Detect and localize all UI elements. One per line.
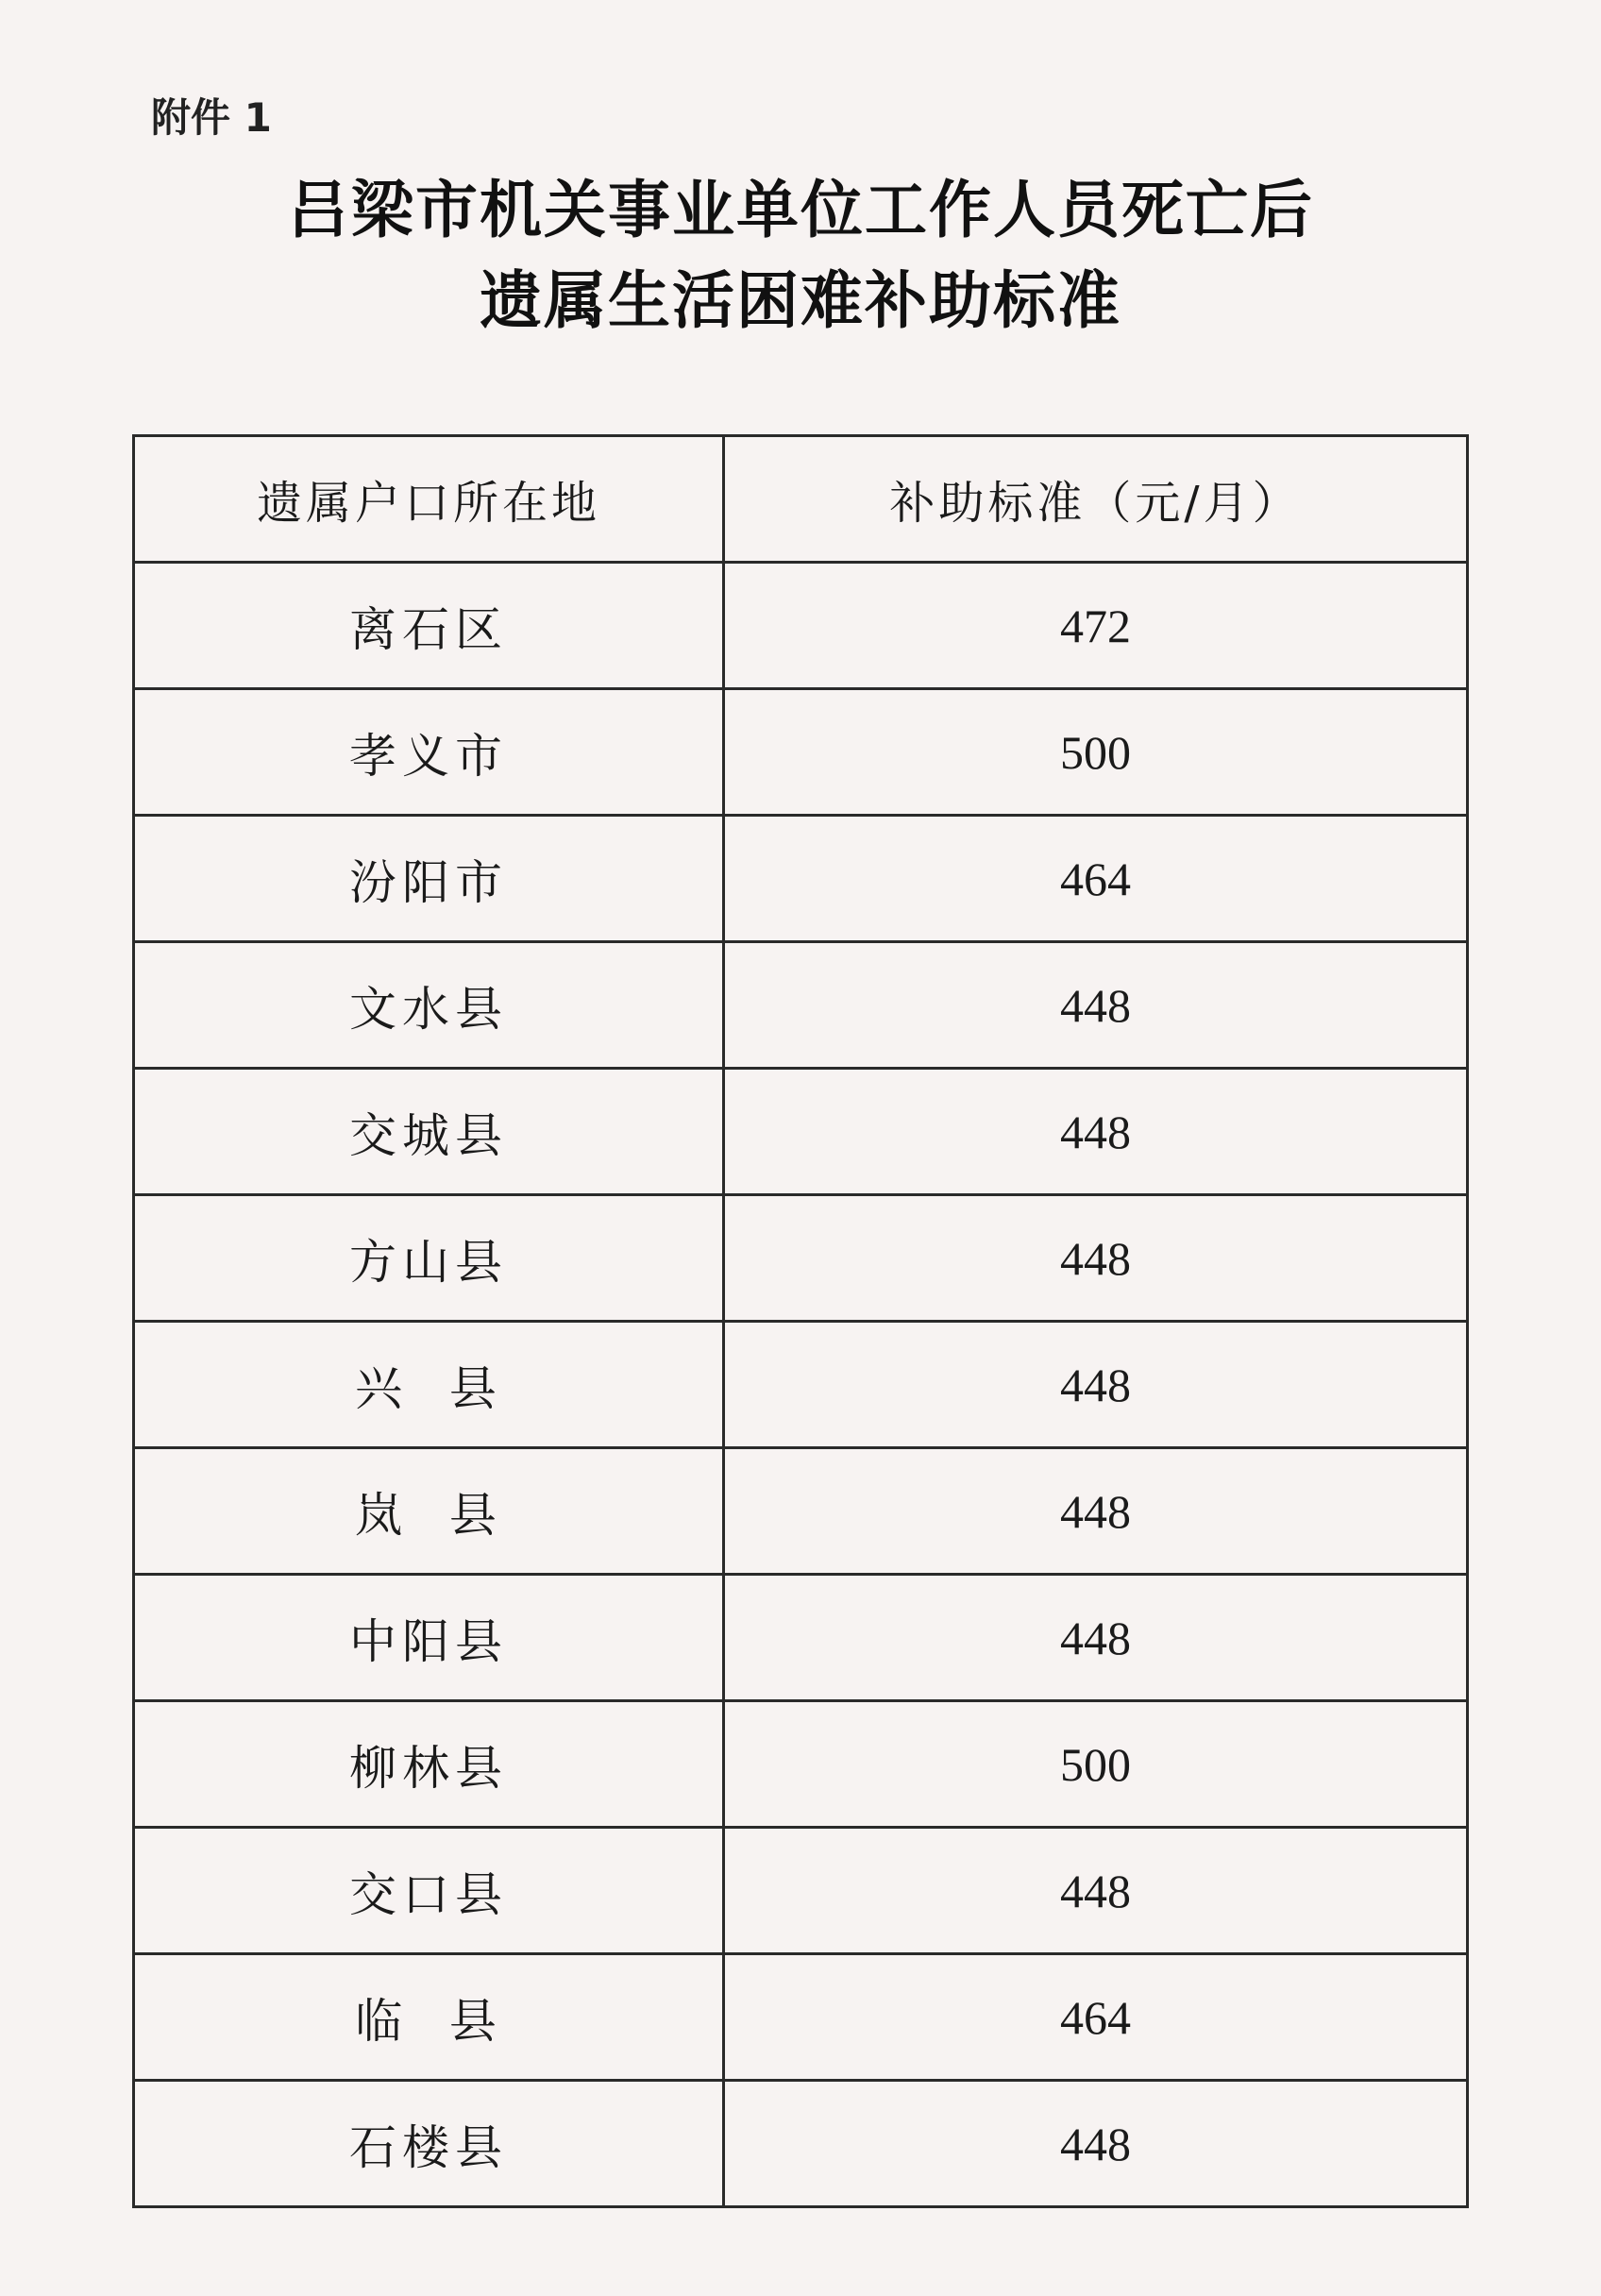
table-row <box>134 1954 1468 2081</box>
header-amount: 补助标准（元/月） <box>724 436 1468 563</box>
table-row <box>134 1195 1468 1322</box>
row-location: 交口县 <box>134 1828 724 1954</box>
row-amount: 448 <box>724 1575 1468 1701</box>
row-location: 交城县 <box>134 1069 724 1195</box>
row-amount: 448 <box>724 942 1468 1069</box>
row-location: 柳林县 <box>134 1701 724 1828</box>
row-amount: 472 <box>724 563 1468 689</box>
row-amount: 448 <box>724 1195 1468 1322</box>
row-location: 汾阳市 <box>134 816 724 942</box>
row-location: 临 县 <box>134 1954 724 2081</box>
row-location: 方山县 <box>134 1195 724 1322</box>
row-location: 中阳县 <box>134 1575 724 1701</box>
row-amount: 448 <box>724 1069 1468 1195</box>
document-title <box>0 165 1601 346</box>
attachment-label: 附件 1 <box>151 94 272 141</box>
subsidy-table <box>132 434 1466 2208</box>
row-location: 岚 县 <box>134 1448 724 1575</box>
row-amount: 464 <box>724 1954 1468 2081</box>
table-row <box>134 1828 1468 1954</box>
row-location: 石楼县 <box>134 2081 724 2207</box>
table-row <box>134 816 1468 942</box>
row-location: 兴 县 <box>134 1322 724 1448</box>
row-location: 离石区 <box>134 563 724 689</box>
row-amount: 448 <box>724 1322 1468 1448</box>
table-row <box>134 1322 1468 1448</box>
row-location: 孝义市 <box>134 689 724 816</box>
table-row <box>134 2081 1468 2207</box>
row-amount: 464 <box>724 816 1468 942</box>
table-header-row <box>134 436 1468 563</box>
title-line-2: 遗属生活困难补助标准 <box>480 264 1121 337</box>
table-row <box>134 689 1468 816</box>
row-amount: 448 <box>724 2081 1468 2207</box>
header-location: 遗属户口所在地 <box>134 436 724 563</box>
row-amount: 500 <box>724 689 1468 816</box>
table-row <box>134 1701 1468 1828</box>
row-amount: 448 <box>724 1448 1468 1575</box>
title-line-1: 吕梁市机关事业单位工作人员死亡后 <box>287 174 1314 246</box>
table-row <box>134 1448 1468 1575</box>
table-row <box>134 1069 1468 1195</box>
row-amount: 448 <box>724 1828 1468 1954</box>
row-amount: 500 <box>724 1701 1468 1828</box>
table-row <box>134 942 1468 1069</box>
table-row <box>134 563 1468 689</box>
table-row <box>134 1575 1468 1701</box>
row-location: 文水县 <box>134 942 724 1069</box>
